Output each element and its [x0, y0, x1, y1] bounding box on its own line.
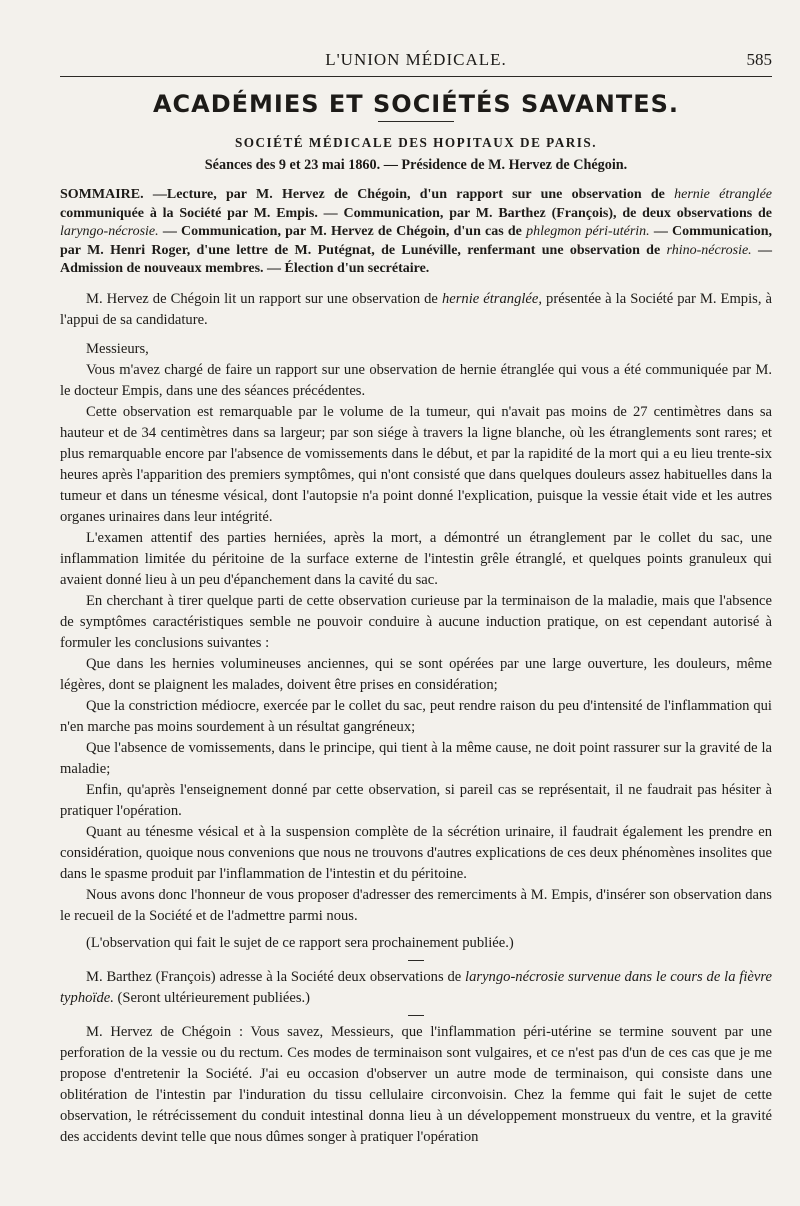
paragraph: Enfin, qu'après l'enseignement donné par cette observation, si pareil cas se représentait, il ne faudrait pas hésiter à pratiquer l'opération.: [60, 781, 772, 819]
barthez-term: laryngo-nécrosie survenue dans le cours de la fièvre typhoïde.: [60, 968, 772, 1006]
summary-term: phlegmon péri-utérin.: [526, 224, 650, 239]
barthez-communication: [60, 967, 772, 1009]
paragraph: L'examen attentif des parties herniées, après la mort, a démontré un étranglement par le collet du sac, une inflammation limitée du péritoine de la surface externe de l'intestin grêle étranglé, et quelques points granuleux qui avaient donné lieu à un peu d'épanchement dans la cavité du sac.: [60, 529, 772, 588]
paragraph: Quant au ténesme vésical et à la suspension complète de la sécrétion urinaire, il faudrait également les prendre en considération, quoique nous convenions que nous ne trouvons d'autres explications de ces deux phénomènes insolites que dans le spasme produit par l'inflammation de l'intestin et du péritoine.: [60, 823, 772, 882]
separator-rule: [408, 1015, 424, 1016]
article-body: [60, 88, 772, 1148]
summary-term: rhino-nécrosie.: [666, 242, 752, 258]
paragraph: Nous avons donc l'honneur de vous proposer d'adresser des remerciments à M. Empis, d'insérer son observation dans le recueil de la Société et de l'admettre parmi nous.: [60, 886, 772, 924]
session-line: Séances des 9 et 23 mai 1860. — Présidence de M. Hervez de Chégoin.: [204, 157, 628, 173]
barthez-text: M. Barthez (François) adresse à la Société deux observations de: [86, 968, 466, 985]
paragraph: Cette observation est remarquable par le volume de la tumeur, qui n'avait pas moins de 27 centimètres dans sa hauteur et de 34 centimètres dans sa largeur; par son siége à travers la ligne blanche, où les étranglements sont rares; et plus remarquable encore par l'absence de vomissements dans le début, et par la rapidité de la mort qui a eu lieu trente-six heures après l'apparition des premiers symptômes, qui n'ont consisté que dans quelques douleurs assez habituelles dans la tumeur et dans un ténesme vésical, dont l'autopsie n'a point donné l'explication, puisque la vessie était vide et les autres organes urinaires dans leur intégrité.: [60, 403, 772, 525]
summary-text: — Communication, par M. Henri Roger, d'une lettre de M. Putégnat, de Lunéville, renfermant une observation de: [60, 224, 772, 258]
intro-term: hernie étranglée,: [441, 290, 543, 307]
paragraph: Que la constriction médiocre, exercée par le collet du sac, peut rendre raison du peu d'intensité de l'inflammation qui n'en marche pas moins sourdement à un résultat gangréneux;: [60, 697, 772, 735]
summary-term: hernie étranglée: [674, 187, 772, 202]
summary-label: SOMMAIRE.: [60, 187, 144, 202]
summary-text: — Admission de nouveaux membres. — Élection d'un secrétaire.: [60, 242, 772, 276]
publication-note: (L'observation qui fait le sujet de ce rapport sera prochainement publiée.): [86, 934, 514, 951]
running-head: [60, 50, 772, 74]
title-rule: [378, 121, 454, 122]
report-intro: [60, 289, 772, 331]
paragraph: Que l'absence de vomissements, dans le principe, qui tient à la même cause, ne doit point rassurer sur la gravité de la maladie;: [60, 739, 772, 777]
barthez-text: (Seront ultérieurement publiées.): [113, 989, 311, 1006]
intro-text: présentée à la Société par M. Empis, à l'appui de sa candidature.: [60, 290, 772, 328]
summary-text: — Communication, par M. Hervez de Chégoin, d'un cas de: [158, 224, 527, 239]
summary-term: laryngo-nécrosie.: [60, 224, 159, 239]
summary-text: —Lecture, par M. Hervez de Chégoin, d'un rapport sur une observation de: [143, 187, 675, 202]
header-rule: [60, 76, 772, 77]
page-number: 585: [746, 50, 772, 69]
summary-block: [60, 186, 772, 279]
intro-text: M. Hervez de Chégoin lit un rapport sur une observation de: [86, 290, 442, 307]
hervez-communication: M. Hervez de Chégoin : Vous savez, Messieurs, que l'inflammation péri-utérine se termine souvent par une perforation de la vessie ou du rectum. Ces modes de terminaison sont vulgaires, et ce n'est pas d'un de ces cas que je me propose d'entretenir la Société. J'ai eu occasion d'observer un autre mode de terminaison, qui consiste dans une oblitération de l'intestin par l'induration du tissu cellulaire circonvoisin. Chez la femme qui fait le sujet de cette observation, le rétrécissement du conduit intestinal donna lieu à un développement monstrueux du ventre, et la gravité des accidents devint telle que nous dûmes songer à pratiquer l'opération: [60, 1023, 772, 1145]
paragraph: En cherchant à tirer quelque parti de cette observation curieuse par la terminaison de la maladie, mais que l'absence de symptômes caractéristiques semble ne pouvoir conduire à aucune induction pratique, on est cependant autorisé à formuler les conclusions suivantes :: [60, 592, 772, 651]
paragraph: Vous m'avez chargé de faire un rapport sur une observation de hernie étranglée qui vous a été communiquée par M. le docteur Empis, dans une des séances précédentes.: [60, 361, 772, 399]
paragraph: Que dans les hernies volumineuses anciennes, qui se sont opérées par une large ouverture, les douleurs, même légères, dont se plaignent les malades, doivent être prises en considération;: [60, 655, 772, 693]
section-title: ACADÉMIES ET SOCIÉTÉS SAVANTES.: [152, 90, 680, 118]
salutation: Messieurs,: [86, 340, 149, 357]
running-title: L'UNION MÉDICALE.: [325, 50, 507, 69]
society-name: SOCIÉTÉ MÉDICALE DES HOPITAUX DE PARIS.: [234, 135, 598, 150]
separator-rule: [408, 960, 424, 961]
summary-text: communiquée à la Société par M. Empis. — Communication, par M. Barthez (François), de deux observations de: [60, 205, 772, 221]
